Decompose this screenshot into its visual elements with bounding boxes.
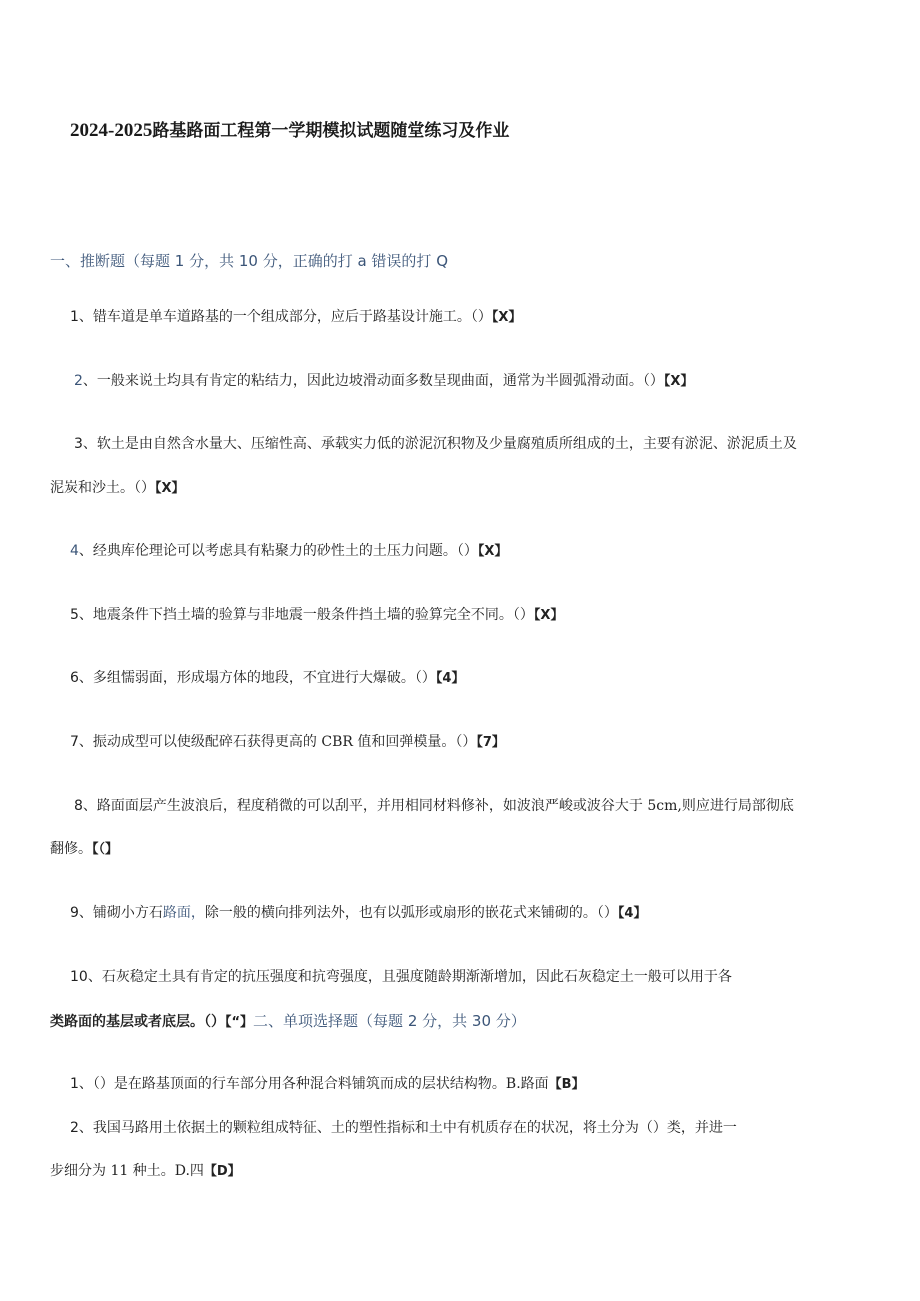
section-heading-choice: 二、单项选择题（每题 2 分，共 30 分） (253, 1012, 526, 1030)
answer-badge: 【4】 (617, 906, 647, 921)
choice-question-1: 1、（）是在路基顶面的行车部分用各种混合料铺筑而成的层状结构物。B.路面【B】 (70, 1076, 585, 1092)
judge-question-10: 10、石灰稳定土具有肯定的抗压强度和抗弯强度，且强度随龄期渐渐增加，因此石灰稳定土一般可以用于各 (70, 969, 732, 985)
answer-badge: 【X】 (533, 608, 564, 623)
answer-badge: 【X】 (477, 544, 508, 559)
judge-question-6: 6、多组懦弱面，形成塌方体的地段，不宜进行大爆破。（）【4】 (70, 670, 465, 686)
title-text: 路基路面工程第一学期模拟试题随堂练习及作业 (152, 121, 510, 141)
answer-badge: 【X】 (663, 374, 694, 389)
choice-question-2-line2: 步细分为 11 种土。D.四【D】 (50, 1163, 241, 1179)
judge-question-8-line2: 翻修。【（】 (50, 841, 119, 857)
section-heading-judge: 一、推断题（每题 1 分，共 10 分，正确的打 a 错误的打 Q (50, 252, 449, 270)
judge-question-3-line2: 泥炭和沙土。（）【X】 (50, 480, 185, 496)
answer-badge: 【X】 (155, 481, 185, 496)
answer-badge: 【“】 (225, 1015, 254, 1030)
title-years: 2024-2025 (70, 120, 153, 141)
answer-badge: 【（】 (92, 842, 119, 857)
judge-question-1: 1、错车道是单车道路基的一个组成部分，应后于路基设计施工。（）【X】 (70, 309, 522, 325)
answer-badge: 【X】 (491, 310, 522, 325)
answer-badge: 【B】 (548, 1077, 585, 1092)
choice-question-2: 2、我国马路用土依据土的颗粒组成特征、土的塑性指标和土中有机质存在的状况，将土分为（）类，并进一 (70, 1120, 737, 1136)
judge-question-8: 8、路面面层产生波浪后，程度稍微的可以刮平，并用相同材料修补，如波浪严峻或波谷大于 5cm,则应进行局部彻底 (74, 798, 794, 814)
judge-question-5: 5、地震条件下挡土墙的验算与非地震一般条件挡土墙的验算完全不同。（）【X】 (70, 607, 564, 623)
judge-question-10-line2: 类路面的基层或者底层。（）【“】二、单项选择题（每题 2 分，共 30 分） (50, 1012, 526, 1030)
document-title (70, 116, 509, 142)
judge-question-3: 3、软土是由自然含水量大、压缩性高、承载实力低的淤泥沉积物及少量腐殖质所组成的土，主要有淤泥、淤泥质土及 (74, 436, 797, 452)
answer-badge: 【4】 (435, 671, 465, 686)
judge-question-2: 2、一般来说土均具有肯定的粘结力，因此边坡滑动面多数呈现曲面，通常为半圆弧滑动面。（）【X】 (74, 373, 694, 389)
judge-question-9: 9、铺砌小方石路面，除一般的横向排列法外，也有以弧形或扇形的嵌花式来铺砌的。（）【4】 (70, 905, 647, 921)
judge-question-7: 7、振动成型可以使级配碎石获得更高的 CBR 值和回弹模量。（）【7】 (70, 734, 505, 750)
judge-question-4: 4、经典库伦理论可以考虑具有粘聚力的砂性土的土压力问题。（）【X】 (70, 543, 508, 559)
answer-badge: 【7】 (476, 735, 505, 750)
answer-badge: 【D】 (203, 1164, 241, 1179)
